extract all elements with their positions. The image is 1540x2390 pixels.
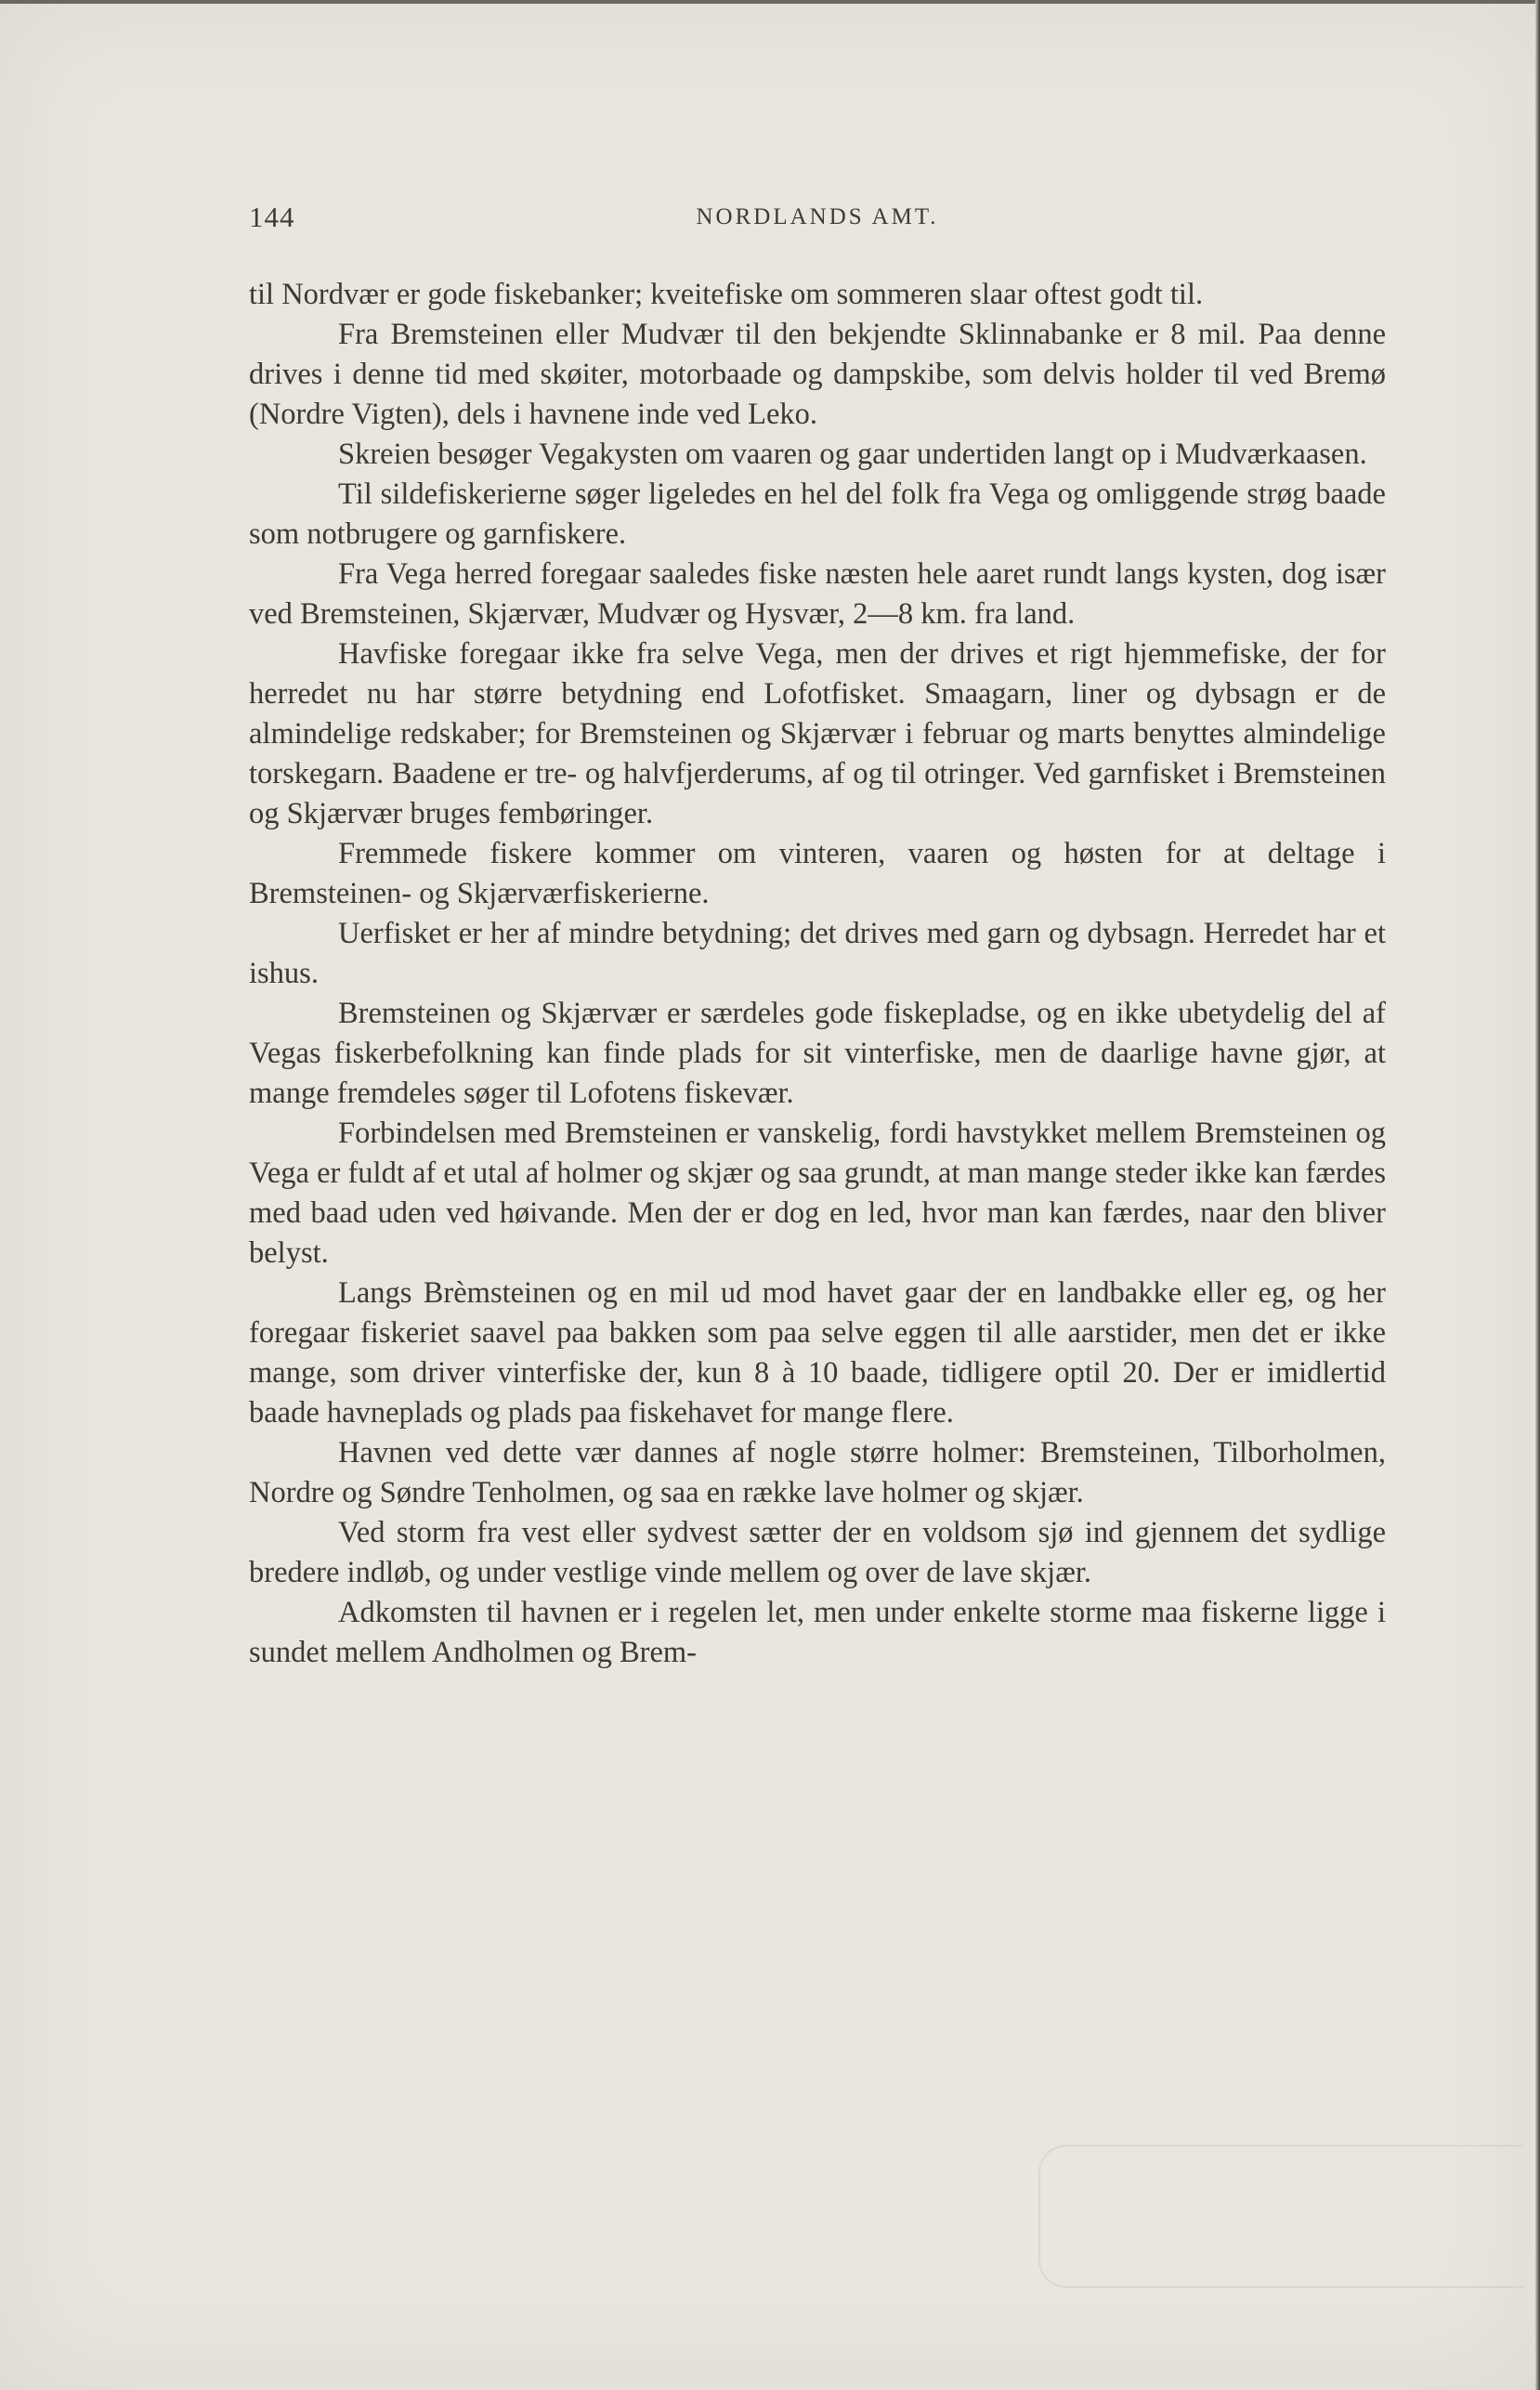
paragraph: til Nordvær er gode fiskebanker; kveitefiske om sommeren slaar oftest godt til. [249, 278, 1204, 311]
paragraph: Langs Brèmsteinen og en mil ud mod havet gaar der en landbakke eller eg, og her foregaar fiskeriet saavel paa bakken som paa selve eggen til alle aarstider, men det er ikke mange, som driver vinterfiske der, kun 8 à 10 baade, tidligere optil 20. Der er imidlertid baade havneplads og plads paa fiskehavet for mange flere. [249, 1276, 1386, 1430]
paragraph: Havfiske foregaar ikke fra selve Vega, men der drives et rigt hjemmefiske, der for herredet nu har større betydning end Lofotfisket. Smaagarn, liner og dybsagn er de almindelige redskaber; for Bremsteinen og Skjærvær i februar og marts benyttes almindelige torskegarn. Baadene er tre- og halvfjerderums, af og til otringer. Ved garnfisket i Bremsteinen og Skjærvær bruges fembøringer. [249, 637, 1386, 830]
page-header [249, 201, 1386, 238]
paragraph: Uerfisket er her af mindre betydning; det drives med garn og dybsagn. Herredet har et ishus. [249, 917, 1386, 990]
running-head: NORDLANDS AMT. [696, 204, 939, 229]
paragraph: Forbindelsen med Bremsteinen er vanskelig, fordi havstykket mellem Bremsteinen og Vega er fuldt af et utal af holmer og skjær og saa grundt, at man mange steder ikke kan færdes med baad uden ved høivande. Men der er dog en led, hvor man kan færdes, naar den bliver belyst. [249, 1117, 1386, 1270]
paragraph: Skreien besøger Vegakysten om vaaren og gaar undertiden langt op i Mudværkaasen. [338, 438, 1367, 471]
page-top-edge [0, 0, 1540, 4]
paragraph: Ved storm fra vest eller sydvest sætter der en voldsom sjø ind gjennem det sydlige bredere indløb, og under vestlige vinde mellem og over de lave skjær. [249, 1516, 1386, 1589]
paragraph: Fremmede fiskere kommer om vinteren, vaaren og høsten for at deltage i Bremsteinen- og Skjærværfiskerierne. [249, 837, 1386, 910]
page-right-edge [1535, 0, 1540, 2390]
scan-artifact [1038, 2145, 1523, 2288]
paragraph: Fra Bremsteinen eller Mudvær til den bekjendte Sklinnabanke er 8 mil. Paa denne drives i denne tid med skøiter, motorbaade og dampskibe, som delvis holder til ved Bremø (Nordre Vigten), dels i havnene inde ved Leko. [249, 318, 1386, 431]
paragraph: Til sildefiskerierne søger ligeledes en hel del folk fra Vega og omliggende strøg baade som notbrugere og garnfiskere. [249, 477, 1386, 551]
paragraph: Fra Vega herred foregaar saaledes fiske næsten hele aaret rundt langs kysten, dog især ved Bremsteinen, Skjærvær, Mudvær og Hysvær, 2—8 km. fra land. [249, 557, 1386, 631]
paragraph: Adkomsten til havnen er i regelen let, men under enkelte storme maa fiskerne ligge i sundet mellem Andholmen og Brem- [249, 1596, 1386, 1669]
page-number: 144 [249, 201, 295, 233]
paragraph: Havnen ved dette vær dannes af nogle større holmer: Bremsteinen, Tilborholmen, Nordre og Søndre Tenholmen, og saa en række lave holmer og skjær. [249, 1436, 1386, 1509]
body-text [249, 275, 1386, 1673]
paragraph: Bremsteinen og Skjærvær er særdeles gode fiskepladse, og en ikke ubetydelig del af Vegas fiskerbefolkning kan finde plads for sit vinterfiske, men de daarlige havne gjør, at mange fremdeles søger til Lofotens fiskevær. [249, 997, 1386, 1110]
